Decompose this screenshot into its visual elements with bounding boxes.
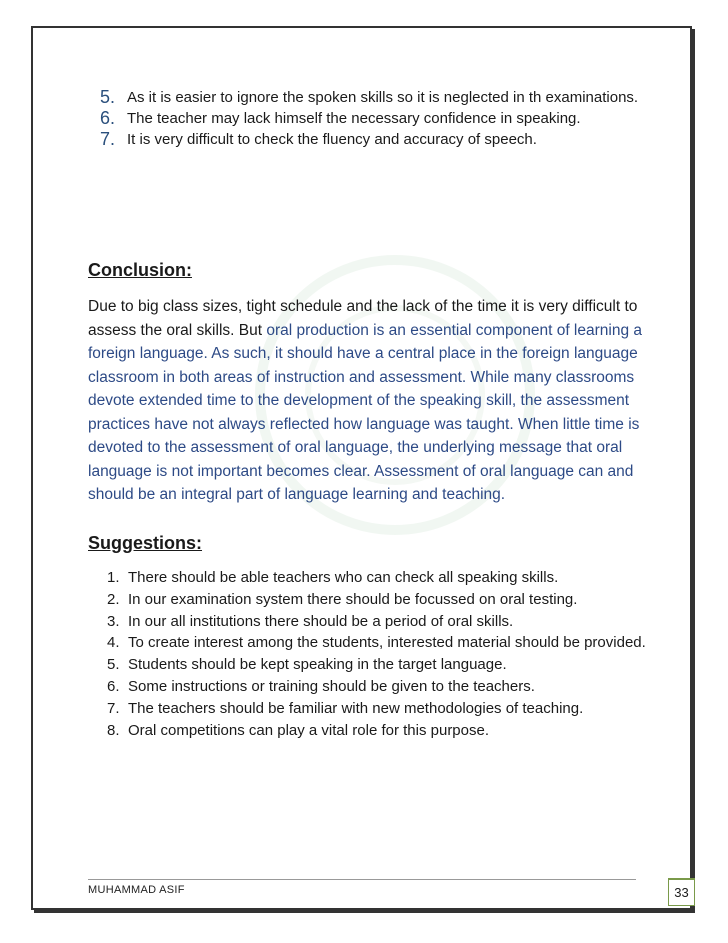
list-number: 6. [107,677,120,695]
list-text: As it is easier to ignore the spoken skills so it is neglected in th examinations. [127,89,639,106]
list-number: 1. [107,569,120,586]
list-item [107,698,647,720]
list-text: The teacher may lack himself the necessary confidence in speaking. [127,110,581,127]
list-number: 5. [107,656,120,674]
list-item [100,87,640,108]
list-number: 3. [107,612,120,630]
conclusion-text-highlight: oral production is an essential component of learning a foreign language. As such, it should have a central place in the foreign language classroom in both areas of instruction and assessment. While many classrooms devote extended time to the development of the speaking skill, the assessment practices have not always reflected how language was taught. When little time is devoted to the assessment of oral language, the underlying message that oral language is not important becomes clear. Assessment of oral language can and should be an integral part of language learning and teaching. [88,321,643,503]
list-number: 6. [100,108,116,128]
list-text: Oral competitions can play a vital role for this purpose. [128,721,490,739]
page-number: 33 [668,878,695,906]
list-item [107,611,647,633]
footer-divider [88,879,636,880]
conclusion-text-plain: Due to big class sizes, tight schedule and the lack of the time it is very difficult to assess the oral skills. But [88,298,638,339]
list-item [107,589,647,611]
list-number: 2. [107,590,120,608]
conclusion-paragraph [88,295,648,507]
list-item [107,720,647,742]
list-item [107,632,647,654]
list-item [100,108,640,129]
suggestions-list [107,567,647,741]
list-text: It is very difficult to check the fluency and accuracy of speech. [127,131,537,148]
list-text: There should be able teachers who can check all speaking skills. [128,569,559,586]
list-text: The teachers should be familiar with new methodologies of teaching. [128,699,584,717]
list-text: To create interest among the students, interested material should be provided. [128,634,646,652]
list-text: In our examination system there should be focussed on oral testing. [128,590,578,608]
footer-author: MUHAMMAD ASIF [88,884,185,896]
list-item [107,567,647,589]
list-item [100,129,640,150]
list-text: Some instructions or training should be given to the teachers. [128,677,535,695]
list-item [107,654,647,676]
list-number: 7. [107,699,120,717]
conclusion-heading: Conclusion: [88,260,192,280]
list-number: 5. [100,87,116,107]
list-item [107,676,647,698]
suggestions-heading: Suggestions: [88,533,203,553]
list-number: 8. [107,721,120,739]
list-text: Students should be kept speaking in the target language. [128,656,507,674]
list-number: 4. [107,634,120,652]
list-text: In our all institutions there should be a period of oral skills. [128,612,514,630]
continued-list [100,87,640,150]
list-number: 7. [100,129,116,149]
